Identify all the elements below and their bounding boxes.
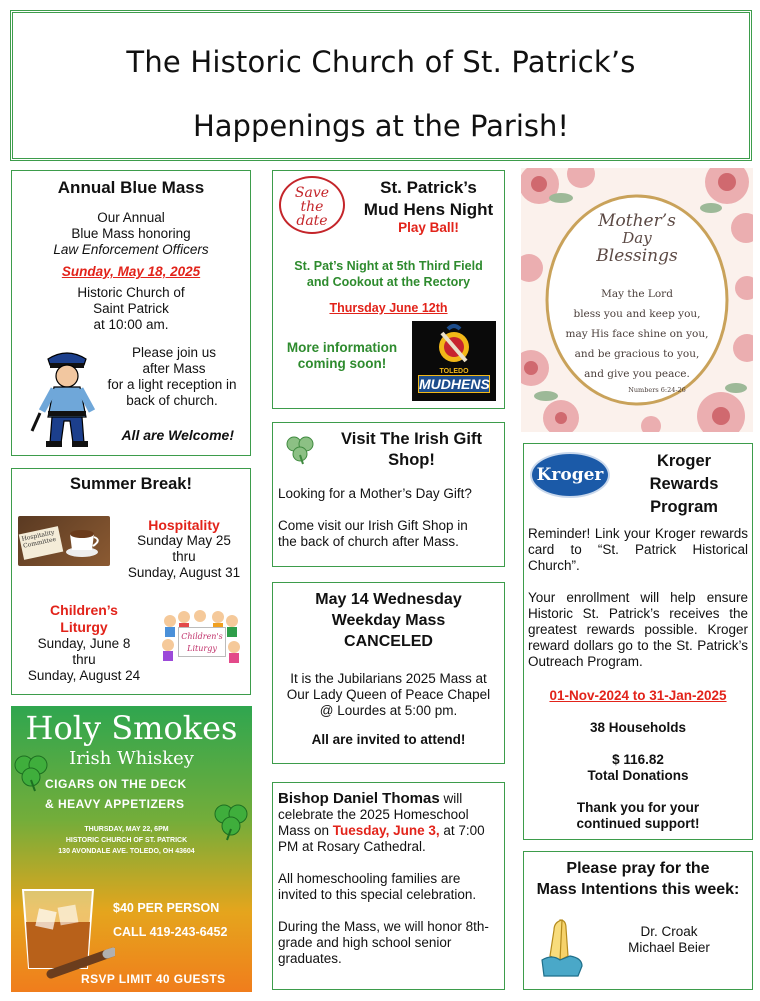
holy-smokes-subtitle: Irish Whiskey (69, 748, 194, 769)
pray-title1: Please pray for the (566, 860, 710, 877)
blue-mass-join2: after Mass (142, 361, 206, 376)
pray-box (523, 851, 753, 990)
newsletter-header (10, 10, 752, 161)
childrens-liturgy-label1: Children’s (50, 602, 118, 618)
blue-mass-box (11, 170, 251, 456)
gift-shop-box (272, 422, 505, 567)
weekday-body2: Our Lady Queen of Peace Chapel (286, 687, 491, 702)
kroger-box (523, 443, 753, 840)
blue-mass-date: Sunday, May 18, 2025 (61, 264, 201, 279)
stamp-line1: Save (294, 185, 330, 201)
childrens-liturgy-image-label: Children's Liturgy (178, 627, 226, 657)
bishop-s1b: at 7:00 PM at Rosary Cathedral. (278, 823, 485, 854)
weekday-title1: May 14 Wednesday (315, 591, 462, 608)
childrens-liturgy-d3: Sunday, August 24 (27, 668, 141, 683)
blessing-line1: May the Lord (601, 288, 673, 300)
mud-hens-title1: St. Patrick’s (380, 178, 477, 197)
blue-mass-join3: for a light reception in (107, 377, 237, 392)
gift-shop-p2b: the back of church after Mass. (278, 534, 459, 549)
bishop-para1 (278, 791, 500, 855)
mud-hens-play: Play Ball! (398, 220, 459, 235)
gift-shop-p2a: Come visit our Irish Gift Shop in (278, 518, 468, 533)
kroger-p2: Your enrollment will help ensure Historic St. Patrick’s receives the greatest rewards possible. Kroger reward dollars go to the St. Patrick’s Outreach Program. (528, 590, 748, 669)
weekday-title2: Weekday Mass (331, 612, 446, 629)
childrens-liturgy-label2: Liturgy (60, 619, 108, 635)
mud-hens-logo (412, 321, 496, 401)
bishop-s1a: will celebrate the 2025 Homeschool Mass on (278, 791, 469, 838)
childrens-liturgy-d1: Sunday, June 8 (37, 636, 131, 651)
holy-smokes-date: THURSDAY, MAY 22, 6PM (84, 826, 169, 833)
coffee-cup-icon (66, 526, 104, 558)
gift-shop-title2: Shop! (388, 451, 435, 469)
mud-hens-logo-text: MUDHENS (419, 376, 490, 392)
holy-smokes-place: HISTORIC CHURCH OF ST. PATRICK (65, 837, 188, 844)
stamp-line2: the (300, 199, 324, 215)
kroger-period: 01-Nov-2024 to 31-Jan-2025 (549, 688, 727, 703)
weekday-mass-box (272, 582, 505, 764)
praying-hands-icon (536, 916, 588, 980)
police-officer-icon (28, 345, 106, 449)
holy-smokes-rsvp: RSVP LIMIT 40 GUESTS (81, 972, 226, 986)
stamp-line3: date (296, 213, 328, 229)
mothers-day-t1: Mother’s (598, 211, 676, 231)
hospitality-label: Hospitality (148, 517, 220, 533)
blue-mass-loc3: at 10:00 am. (93, 317, 169, 332)
holy-smokes-line1: CIGARS ON THE DECK (45, 777, 187, 791)
kroger-amount: $ 116.82 (612, 752, 664, 767)
summer-break-box (11, 468, 251, 695)
holy-smokes-call: CALL 419-243-6452 (113, 925, 228, 939)
blue-mass-title: Annual Blue Mass (57, 178, 205, 197)
childrens-liturgy-d2: thru (72, 652, 96, 667)
hospitality-image-label: Hospitality Committee (19, 526, 64, 560)
blessing-line2: bless you and keep you, (573, 308, 701, 320)
blue-mass-line3: Law Enforcement Officers (53, 242, 209, 257)
weekday-body1: It is the Jubilarians 2025 Mass at (290, 671, 487, 686)
mud-hens-box (272, 170, 505, 409)
header-title-line2: Happenings at the Parish! (192, 109, 569, 143)
whiskey-glass-icon (15, 882, 115, 984)
mud-hens-date: Thursday June 12th (329, 301, 448, 315)
blessing-line5: and give you peace. (584, 368, 690, 380)
blue-mass-loc1: Historic Church of (77, 285, 185, 300)
holy-smokes-address: 130 AVONDALE AVE. TOLEDO, OH 43604 (58, 848, 195, 855)
holy-smokes-price: $40 PER PERSON (113, 901, 220, 915)
blue-mass-line1: Our Annual (97, 210, 165, 225)
hospitality-d2: thru (172, 549, 196, 564)
holy-smokes-flyer (11, 706, 252, 992)
kroger-thanks1: Thank you for your (576, 800, 700, 815)
shamrock-icon (283, 433, 317, 465)
bishop-name: Bishop Daniel Thomas (278, 790, 440, 807)
blue-mass-loc2: Saint Patrick (93, 301, 169, 316)
mud-hens-more2: coming soon! (297, 356, 387, 371)
weekday-title3: CANCELED (344, 633, 433, 650)
blessing-line4: and be gracious to you, (574, 348, 700, 360)
blue-mass-welcome: All are Welcome! (121, 427, 234, 443)
bishop-s1-date: Tuesday, June 3, (332, 823, 440, 838)
mud-hens-desc2: and Cookout at the Rectory (306, 275, 471, 289)
kroger-logo: Kroger (530, 452, 610, 498)
mud-hens-desc1: St. Pat’s Night at 5th Third Field (294, 259, 483, 273)
blessing-line3: may His face shine on you, (565, 328, 709, 340)
save-the-date-stamp (279, 176, 345, 234)
hospitality-image (18, 516, 110, 566)
mothers-day-t2: Day (622, 229, 652, 247)
mud-hen-mascot-icon (412, 321, 496, 367)
mothers-day-card (521, 168, 753, 432)
kroger-amount-label: Total Donations (587, 768, 689, 783)
kroger-title3: Program (650, 498, 718, 516)
hospitality-d3: Sunday, August 31 (127, 565, 241, 580)
blessing-reference: Numbers 6:24-26 (628, 386, 686, 394)
mud-hens-more1: More information (286, 340, 398, 355)
hospitality-d1: Sunday May 25 (137, 533, 231, 548)
weekday-invite: All are invited to attend! (311, 732, 466, 747)
gift-shop-p1: Looking for a Mother’s Day Gift? (278, 486, 472, 501)
bishop-para3: During the Mass, we will honor 8th-grade and high school senior graduates. (278, 919, 489, 966)
gift-shop-title1: Visit The Irish Gift (341, 430, 482, 448)
kroger-title1: Kroger (656, 452, 712, 470)
pray-title2: Mass Intentions this week: (536, 881, 740, 898)
header-title-line1: The Historic Church of St. Patrick’s (126, 45, 636, 79)
mud-hens-logo-top: TOLEDO (439, 368, 469, 375)
weekday-body3: @ Lourdes at 5:00 pm. (319, 703, 458, 718)
mothers-day-t3: Blessings (596, 246, 678, 266)
pray-name2: Michael Beier (628, 940, 710, 955)
blue-mass-join1: Please join us (131, 345, 217, 360)
pray-name1: Dr. Croak (640, 924, 698, 939)
holy-smokes-line2: & HEAVY APPETIZERS (45, 797, 185, 811)
summer-title: Summer Break! (70, 475, 192, 493)
holy-smokes-title: Holy Smokes (25, 709, 238, 747)
kroger-thanks2: continued support! (576, 816, 700, 831)
bishop-para2: All homeschooling families are invited to this special celebration. (278, 871, 477, 902)
blue-mass-line2: Blue Mass honoring (71, 226, 191, 241)
childrens-liturgy-image (160, 609, 242, 665)
kroger-households: 38 Households (589, 720, 687, 735)
bishop-box (272, 782, 505, 990)
kroger-title2: Rewards (649, 475, 719, 493)
kroger-p1: Reminder! Link your Kroger rewards card to “St. Patrick Historical Church”. (528, 526, 748, 573)
blue-mass-join4: back of church. (126, 393, 218, 408)
mud-hens-title2: Mud Hens Night (363, 200, 494, 219)
